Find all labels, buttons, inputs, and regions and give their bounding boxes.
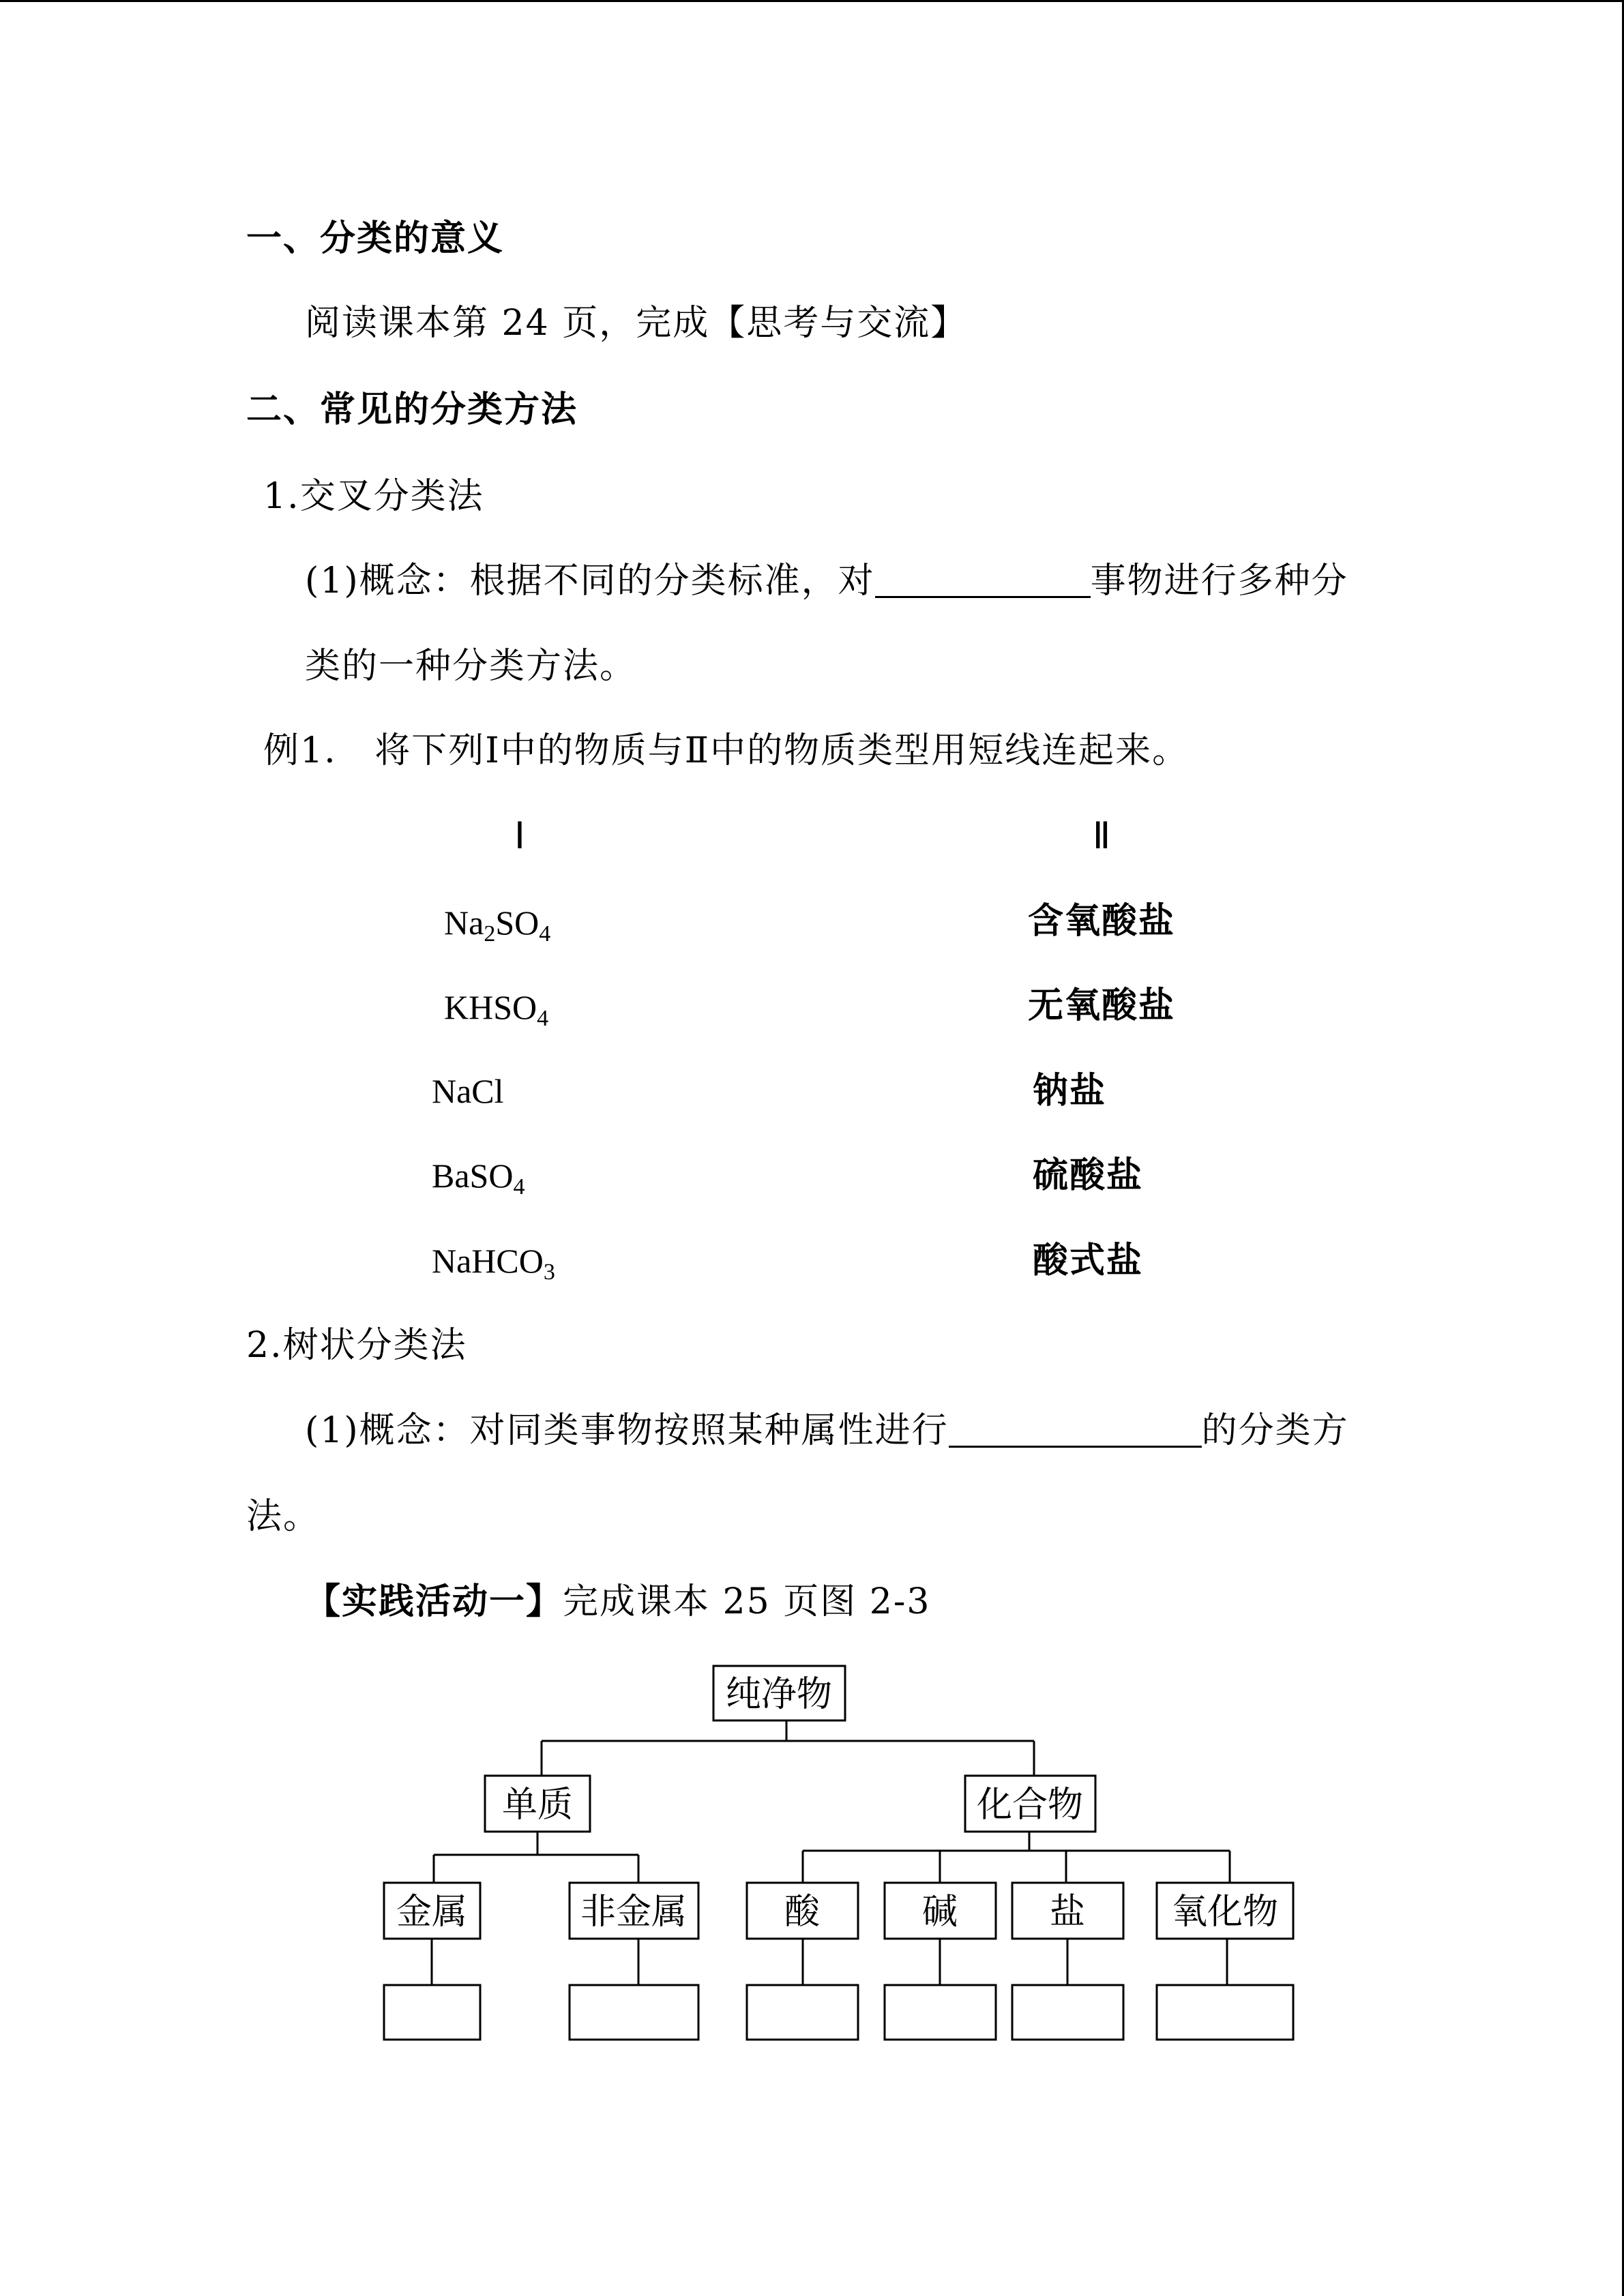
tree-concept-before: (1)概念：对同类事物按照某种属性进行 <box>305 1410 949 1451</box>
activity-line <box>305 1581 931 1622</box>
formula-subscript: 4 <box>539 921 551 946</box>
formula-part: BaSO <box>432 1157 514 1195</box>
substance-formula <box>444 902 551 946</box>
example-prompt: 例1. 将下列Ⅰ中的物质与Ⅱ中的物质类型用短线连起来。 <box>263 730 1190 771</box>
substance-formula <box>432 1155 525 1199</box>
cross-concept-before: (1)概念：根据不同的分类标准，对 <box>305 561 875 601</box>
answer-box-empty <box>1157 1985 1293 2040</box>
tree-concept-after: 的分类方 <box>1201 1410 1349 1451</box>
cross-concept-after: 事物进行多种分 <box>1090 561 1348 601</box>
substance-formula <box>432 1240 555 1285</box>
formula-subscript: 3 <box>543 1259 555 1285</box>
formula-part: NaCl <box>432 1072 504 1110</box>
classification-tree-diagram <box>368 1650 1323 2059</box>
formula-part: Na <box>444 904 484 942</box>
node-label-pure-substance: 纯净物 <box>725 1674 833 1715</box>
formula-subscript: 4 <box>537 1006 549 1031</box>
formula-subscript: 2 <box>484 921 496 946</box>
cross-concept-line2: 类的一种分类方法。 <box>305 646 637 687</box>
answer-box-empty <box>747 1985 858 2040</box>
node-label-compound: 化合物 <box>976 1785 1084 1825</box>
node-label-salt: 盐 <box>1049 1892 1086 1933</box>
tree-concept-line2: 法。 <box>246 1496 321 1537</box>
section1-text: 阅读课本第 24 页，完成【思考与交流】 <box>305 303 968 344</box>
tree-concept-line1 <box>305 1410 1349 1451</box>
salt-type: 酸式盐 <box>1033 1240 1144 1281</box>
formula-part: NaHCO <box>432 1242 544 1280</box>
node-label-metal: 金属 <box>396 1892 468 1933</box>
activity-label: 【实践活动一】 <box>305 1581 563 1622</box>
salt-type: 硫酸盐 <box>1033 1154 1144 1196</box>
node-label-nonmetal: 非金属 <box>580 1892 688 1933</box>
node-label-oxide: 氧化物 <box>1171 1892 1279 1933</box>
answer-box-empty <box>570 1985 698 2040</box>
substance-formula <box>432 1071 504 1112</box>
salt-type: 含氧酸盐 <box>1028 900 1176 942</box>
node-label-element: 单质 <box>501 1785 574 1825</box>
activity-text: 完成课本 25 页图 2-3 <box>563 1581 931 1622</box>
column-header-substances: Ⅰ <box>514 816 525 856</box>
answer-box-empty <box>384 1985 480 2040</box>
node-label-base: 碱 <box>921 1892 958 1933</box>
formula-part: KHSO <box>444 988 537 1026</box>
section2-heading: 二、常见的分类方法 <box>246 389 578 430</box>
salt-type: 钠盐 <box>1033 1070 1107 1112</box>
cross-concept-line1 <box>305 561 1348 601</box>
column-header-types: Ⅱ <box>1092 816 1111 856</box>
substance-formula <box>444 987 549 1031</box>
answer-box-empty <box>1012 1985 1123 2040</box>
node-label-acid: 酸 <box>784 1892 821 1933</box>
salt-type: 无氧酸盐 <box>1028 985 1176 1026</box>
formula-part: SO <box>495 904 540 942</box>
formula-subscript: 4 <box>513 1174 525 1199</box>
cross-classification-title: 1.交叉分类法 <box>263 476 484 517</box>
fill-in-blank <box>949 1414 1202 1448</box>
tree-classification-title: 2.树状分类法 <box>246 1325 467 1366</box>
answer-box-empty <box>885 1985 996 2040</box>
section1-heading: 一、分类的意义 <box>246 218 505 259</box>
fill-in-blank <box>875 565 1091 598</box>
